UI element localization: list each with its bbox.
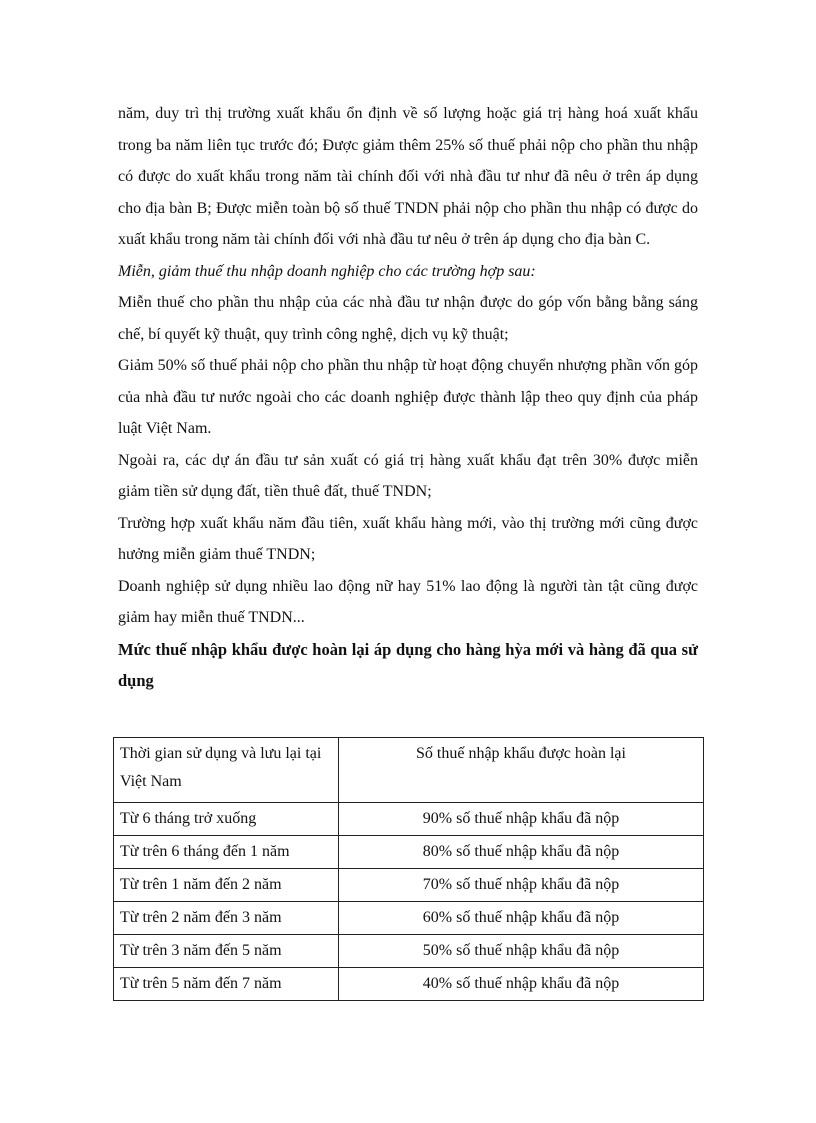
- table-row: [114, 902, 704, 935]
- cell-period: Từ trên 3 năm đến 5 năm: [114, 935, 339, 968]
- header-usage-period: Thời gian sử dụng và lưu lại tại Việt Nam: [114, 738, 339, 803]
- paragraph-capital-transfer: Giảm 50% số thuế phải nộp cho phần thu nhập từ hoạt động chuyển nhượng phần vốn góp của nhà đầu tư nước ngoài cho các doanh nghiệp được thành lập theo quy định của pháp luật Việt Nam.: [118, 357, 698, 437]
- document-body: [118, 98, 698, 697]
- table-heading: Mức thuế nhập khẩu được hoàn lại áp dụng cho hàng hỳa mới và hàng đã qua sử dụng: [118, 639, 698, 690]
- header-refund-amount: Số thuế nhập khẩu được hoàn lại: [339, 738, 704, 803]
- cell-refund: 90% số thuế nhập khẩu đã nộp: [339, 803, 704, 836]
- paragraph-labor-exemption: Doanh nghiệp sử dụng nhiều lao động nữ hay 51% lao động là người tàn tật cũng được giảm hay miễn thuế TNDN...: [118, 577, 698, 626]
- paragraph-capital-contribution: Miễn thuế cho phần thu nhập của các nhà đầu tư nhận được do góp vốn bằng bằng sáng chế, bí quyết kỹ thuật, quy trình công nghệ, dịch vụ kỹ thuật;: [118, 294, 698, 343]
- refund-rate-table: [113, 737, 704, 1001]
- cell-period: Từ 6 tháng trở xuống: [114, 803, 339, 836]
- cell-period: Từ trên 6 tháng đến 1 năm: [114, 836, 339, 869]
- cell-period: Từ trên 1 năm đến 2 năm: [114, 869, 339, 902]
- paragraph-export-tax-incentives: năm, duy trì thị trường xuất khẩu ổn định về số lượng hoặc giá trị hàng hoá xuất khẩu trong ba năm liên tục trước đó; Được giảm thêm 25% số thuế phải nộp cho phần thu nhập có được do xuất khẩu trong năm tài chính đối với nhà đầu tư như đã nêu ở trên áp dụng cho địa bàn B; Được miễn toàn bộ số thuế TNDN phải nộp cho phần thu nhập có được do xuất khẩu trong năm tài chính đối với nhà đầu tư nêu ở trên áp dụng cho địa bàn C.: [118, 105, 698, 248]
- cell-period: Từ trên 5 năm đến 7 năm: [114, 968, 339, 1001]
- cell-refund: 40% số thuế nhập khẩu đã nộp: [339, 968, 704, 1001]
- cell-refund: 50% số thuế nhập khẩu đã nộp: [339, 935, 704, 968]
- table-row: [114, 836, 704, 869]
- cell-refund: 60% số thuế nhập khẩu đã nộp: [339, 902, 704, 935]
- cell-refund: 70% số thuế nhập khẩu đã nộp: [339, 869, 704, 902]
- table-row: [114, 968, 704, 1001]
- cell-refund: 80% số thuế nhập khẩu đã nộp: [339, 836, 704, 869]
- paragraph-export-projects: Ngoài ra, các dự án đầu tư sản xuất có giá trị hàng xuất khẩu đạt trên 30% được miễn giảm tiền sử dụng đất, tiền thuê đất, thuế TNDN;: [118, 451, 698, 500]
- table-row: [114, 803, 704, 836]
- table-row: [114, 935, 704, 968]
- paragraph-first-year-export: Trường hợp xuất khẩu năm đầu tiên, xuất khẩu hàng mới, vào thị trường mới cũng được hưởng miễn giảm thuế TNDN;: [118, 514, 698, 563]
- table-header-row: [114, 738, 704, 803]
- table-row: [114, 869, 704, 902]
- cell-period: Từ trên 2 năm đến 3 năm: [114, 902, 339, 935]
- subheading-exemption-cases: Miễn, giảm thuế thu nhập doanh nghiệp cho các trường hợp sau:: [118, 262, 536, 280]
